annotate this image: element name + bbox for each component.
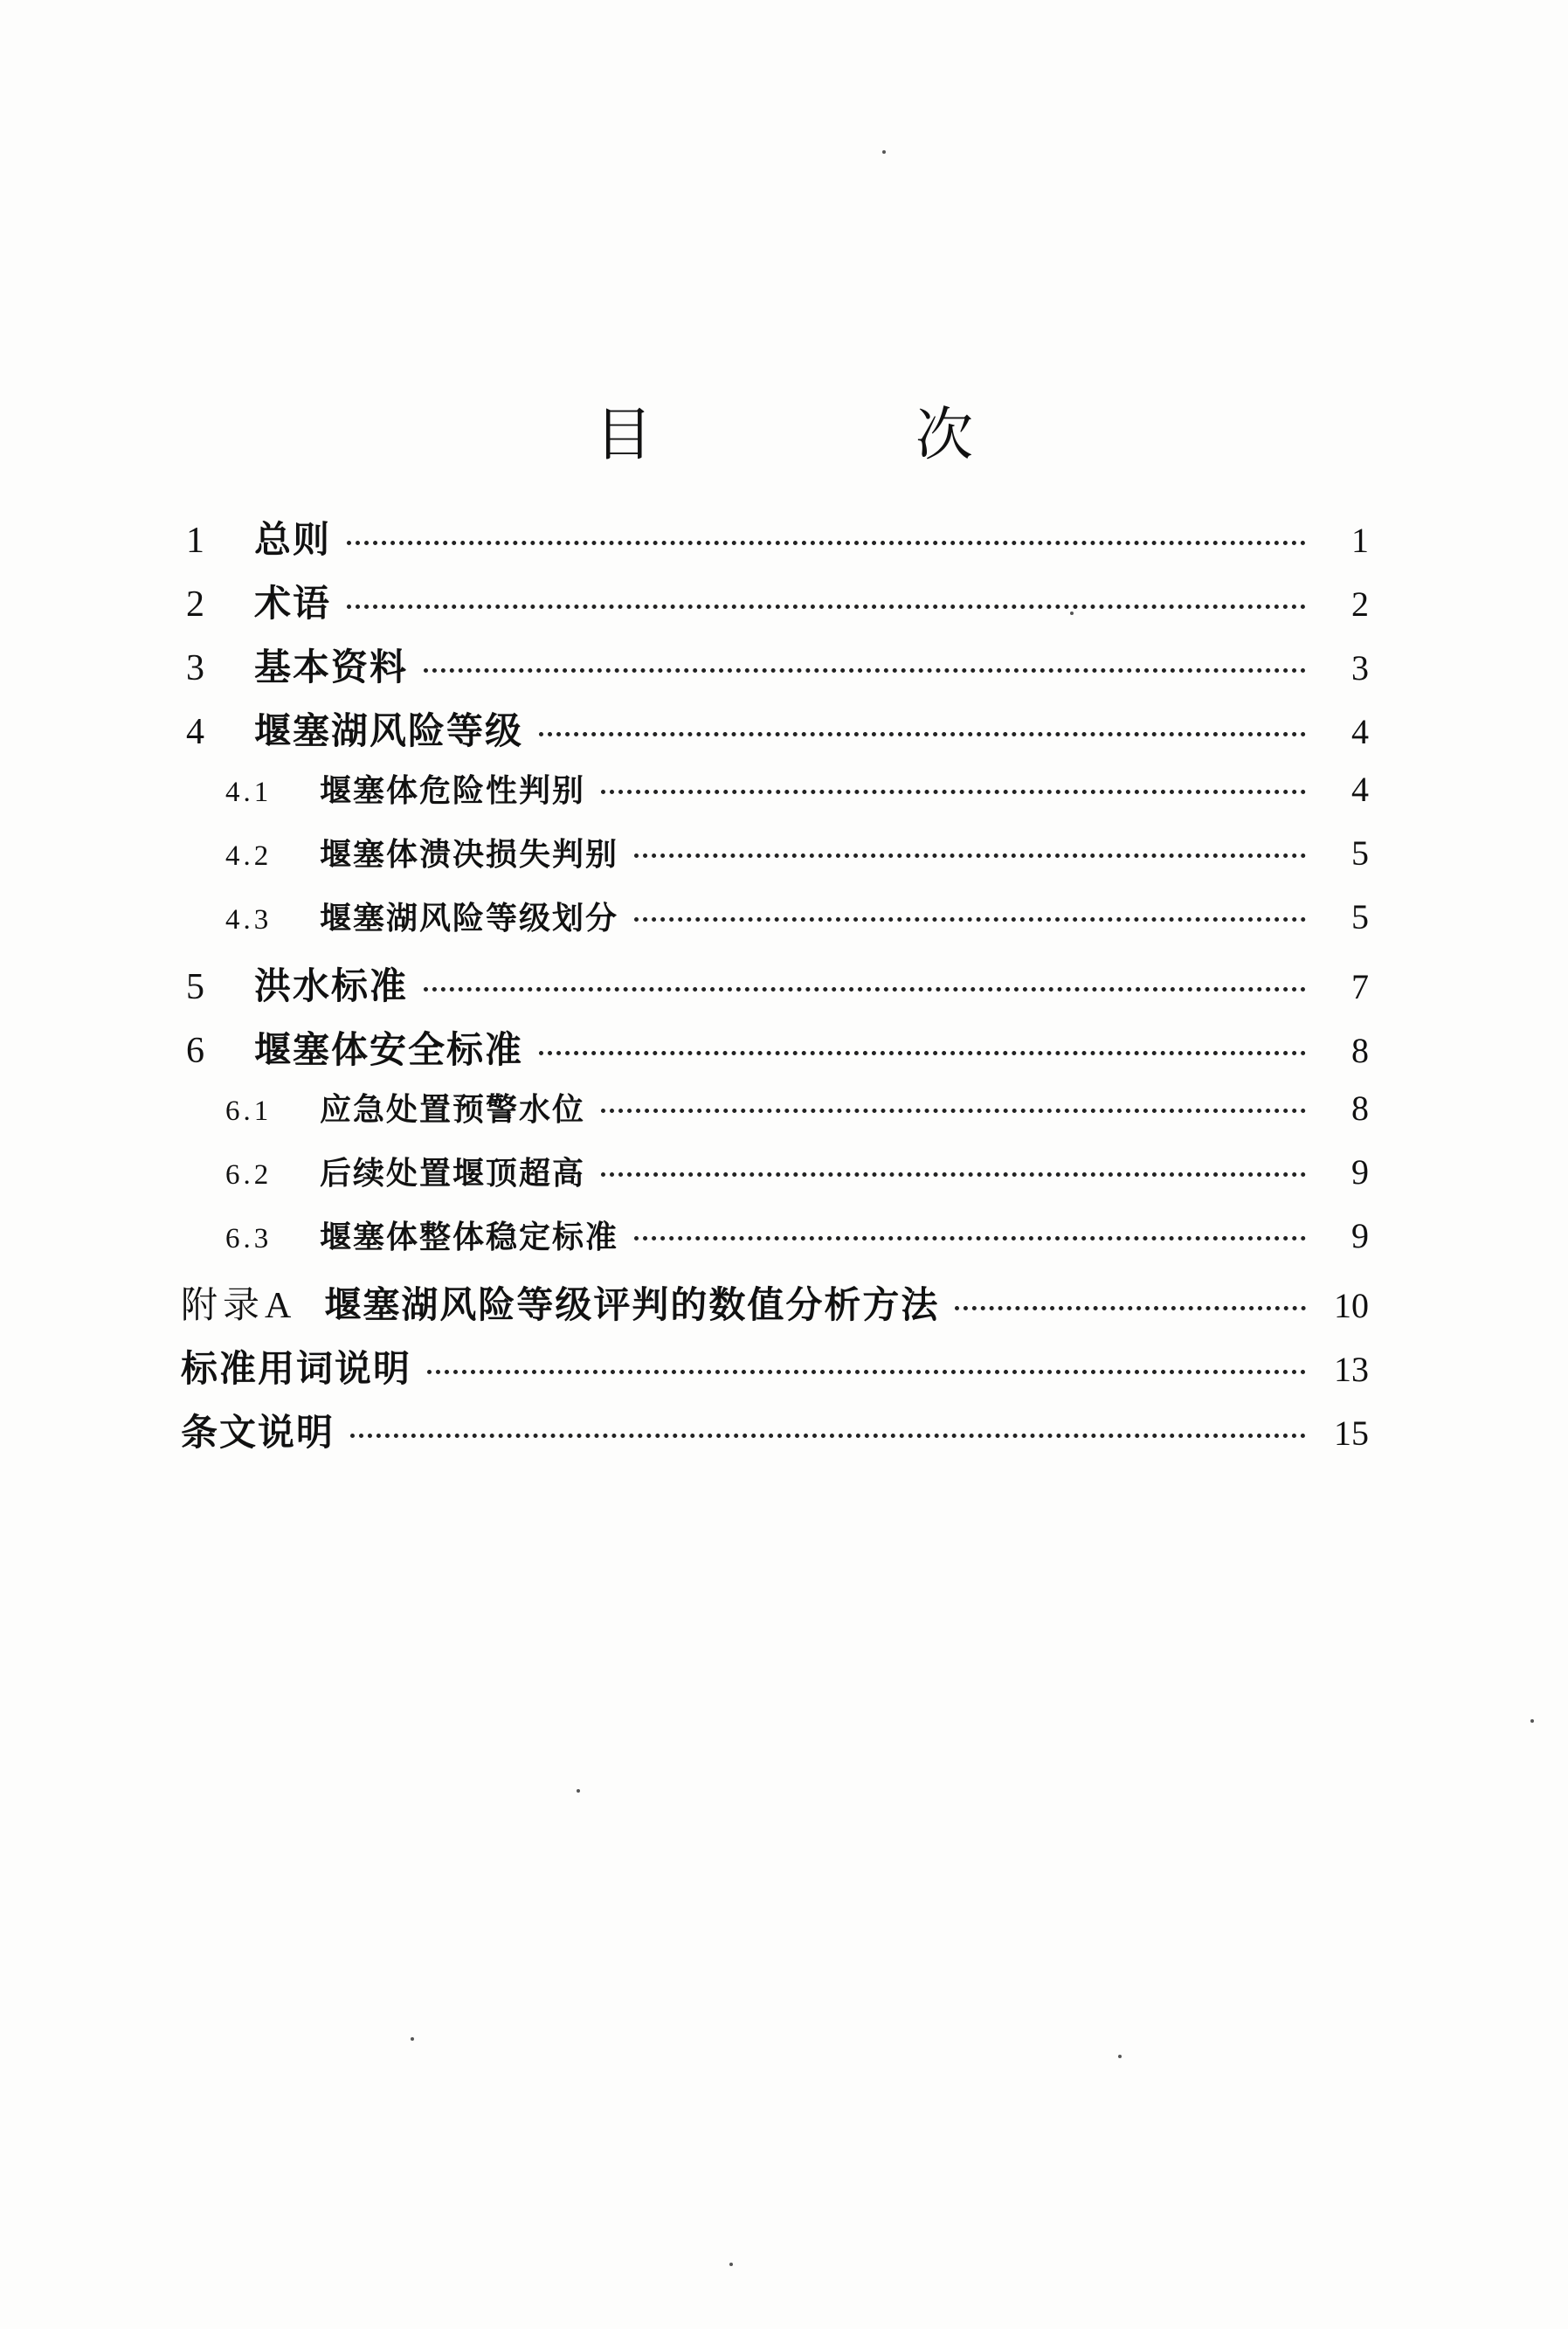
toc-entry-title: 堰塞体危险性判别 bbox=[320, 772, 586, 809]
toc-entry-number: 6 bbox=[186, 1031, 204, 1071]
toc-entry-number: 6.3 bbox=[225, 1223, 273, 1254]
toc-leader-dots bbox=[955, 1306, 1306, 1310]
toc-entry-number: 2 bbox=[186, 584, 204, 625]
toc-entry-title: 基本资料 bbox=[254, 646, 409, 688]
toc-entry-title: 术语 bbox=[254, 582, 332, 625]
toc-entry-number: 4.3 bbox=[225, 904, 273, 936]
toc-entry-page: 8 bbox=[1351, 1088, 1369, 1128]
toc-entry-6-3[interactable] bbox=[225, 1213, 1369, 1275]
page-title: 目 次 bbox=[595, 401, 1095, 469]
scan-speck bbox=[882, 150, 886, 154]
toc-entry-2[interactable] bbox=[186, 575, 1369, 638]
scan-speck bbox=[1070, 612, 1074, 615]
toc-leader-dots bbox=[634, 917, 1306, 922]
toc-entry-6[interactable] bbox=[186, 1021, 1369, 1084]
toc-entry-title: 总则 bbox=[254, 518, 332, 561]
toc-entry-title: 标准用词说明 bbox=[181, 1347, 412, 1390]
toc-entry-number: 附录A bbox=[181, 1286, 297, 1326]
toc-entry-page: 7 bbox=[1351, 967, 1369, 1006]
toc-leader-dots bbox=[601, 790, 1306, 794]
toc-entry-6-2[interactable] bbox=[225, 1149, 1369, 1212]
toc-entry-title: 洪水标准 bbox=[254, 964, 409, 1007]
toc-leader-dots bbox=[634, 854, 1306, 858]
scan-speck bbox=[411, 2037, 414, 2041]
toc-entry-number: 6.2 bbox=[225, 1159, 273, 1191]
toc-entry-number: 5 bbox=[186, 967, 204, 1007]
toc-entry-3[interactable] bbox=[186, 639, 1369, 701]
toc-entry-page: 8 bbox=[1351, 1031, 1369, 1070]
toc-entry-page: 5 bbox=[1351, 833, 1369, 873]
toc-entry-clause-explanation[interactable] bbox=[181, 1404, 1369, 1467]
toc-entry-title: 堰塞湖风险等级 bbox=[254, 709, 524, 752]
toc-entry-appendix-a[interactable] bbox=[181, 1276, 1369, 1339]
toc-entry-title: 条文说明 bbox=[181, 1411, 335, 1454]
toc-entry-page: 9 bbox=[1351, 1152, 1369, 1192]
toc-entry-title: 堰塞体溃决损失判别 bbox=[320, 836, 619, 873]
toc-entry-page: 1 bbox=[1351, 521, 1369, 560]
scan-speck bbox=[577, 1789, 580, 1793]
scan-speck bbox=[729, 2263, 733, 2266]
toc-entry-4-2[interactable] bbox=[225, 830, 1369, 893]
toc-entry-page: 3 bbox=[1351, 648, 1369, 688]
toc-entry-number: 4.1 bbox=[225, 777, 273, 808]
toc-entry-page: 4 bbox=[1351, 770, 1369, 809]
toc-entry-5[interactable] bbox=[186, 957, 1369, 1020]
toc-entry-standard-wording[interactable] bbox=[181, 1340, 1369, 1403]
toc-entry-page: 9 bbox=[1351, 1216, 1369, 1255]
toc-entry-page: 15 bbox=[1334, 1413, 1369, 1453]
toc-leader-dots bbox=[601, 1109, 1306, 1113]
toc-leader-dots bbox=[347, 605, 1306, 609]
toc-leader-dots bbox=[539, 732, 1306, 736]
toc-entry-title: 堰塞体整体稳定标准 bbox=[320, 1219, 619, 1255]
toc-entry-6-1[interactable] bbox=[225, 1085, 1369, 1148]
scan-speck bbox=[1530, 1719, 1534, 1723]
toc-entry-page: 5 bbox=[1351, 897, 1369, 936]
toc-entry-title: 应急处置预警水位 bbox=[320, 1091, 586, 1128]
toc-entry-page: 4 bbox=[1351, 712, 1369, 751]
toc-entry-number: 4.2 bbox=[225, 840, 273, 872]
toc-entry-number: 1 bbox=[186, 521, 204, 561]
toc-entry-title: 后续处置堰顶超高 bbox=[320, 1155, 586, 1192]
toc-entry-title: 堰塞体安全标准 bbox=[254, 1028, 524, 1071]
toc-entry-page: 13 bbox=[1334, 1350, 1369, 1389]
toc-entry-1[interactable] bbox=[186, 511, 1369, 574]
toc-entry-number: 6.1 bbox=[225, 1095, 273, 1127]
toc-entry-4[interactable] bbox=[186, 702, 1369, 765]
toc-entry-number: 3 bbox=[186, 648, 204, 688]
toc-entry-page: 10 bbox=[1334, 1286, 1369, 1325]
toc-leader-dots bbox=[347, 541, 1306, 545]
scan-speck bbox=[1118, 2055, 1122, 2058]
toc-leader-dots bbox=[601, 1172, 1306, 1177]
toc-entry-4-3[interactable] bbox=[225, 894, 1369, 957]
toc-leader-dots bbox=[424, 668, 1306, 673]
toc-leader-dots bbox=[539, 1051, 1306, 1055]
toc-entry-number: 4 bbox=[186, 712, 204, 752]
toc-leader-dots bbox=[634, 1236, 1306, 1241]
toc-leader-dots bbox=[350, 1434, 1306, 1438]
toc-leader-dots bbox=[424, 987, 1306, 992]
toc-leader-dots bbox=[427, 1370, 1306, 1374]
toc-entry-page: 2 bbox=[1351, 584, 1369, 624]
toc-entry-4-1[interactable] bbox=[225, 766, 1369, 829]
toc-entry-title: 堰塞湖风险等级划分 bbox=[320, 900, 619, 936]
toc-entry-title: 堰塞湖风险等级评判的数值分析方法 bbox=[324, 1283, 940, 1326]
